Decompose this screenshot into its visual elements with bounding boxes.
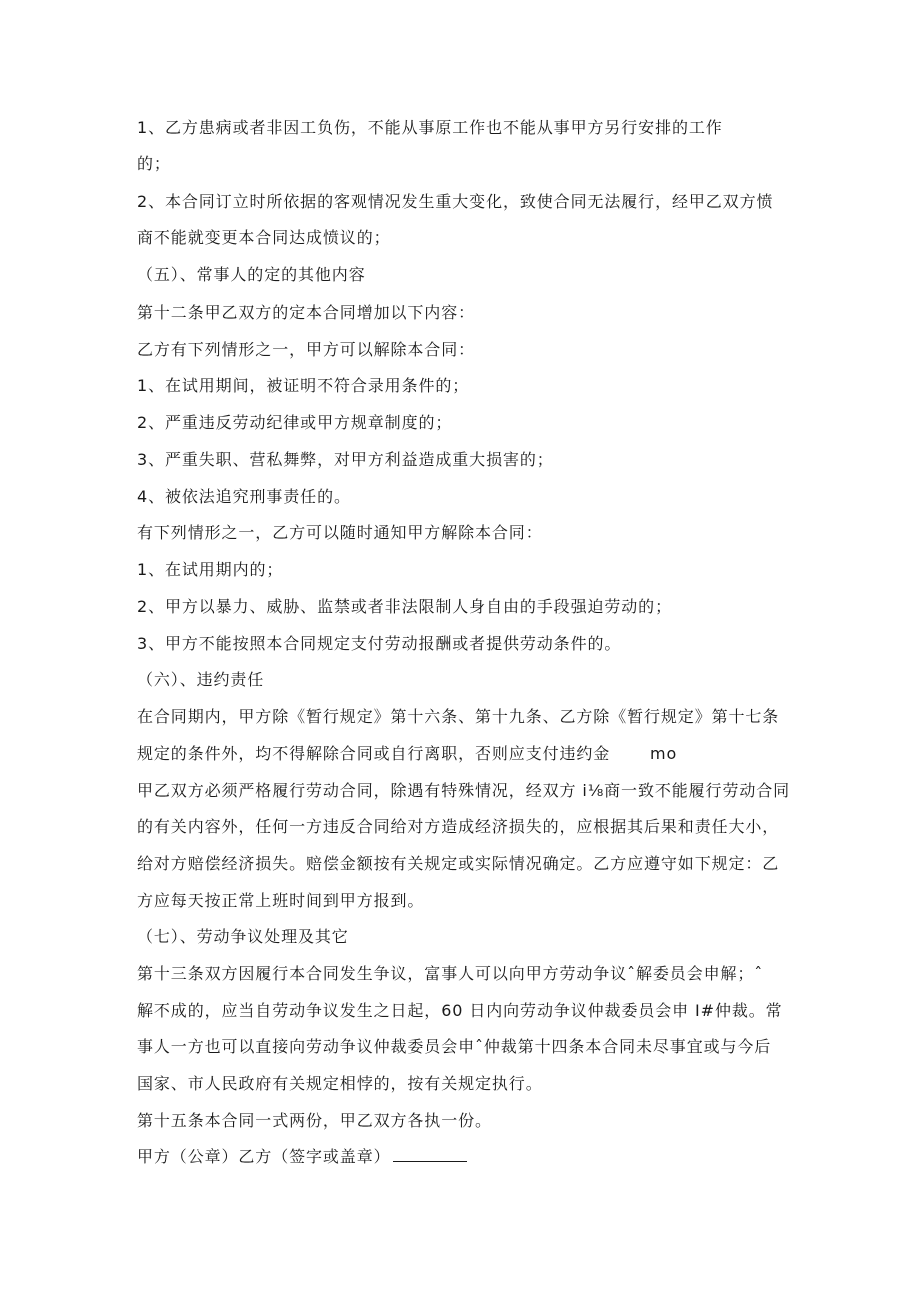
text-line: 甲乙双方必须严格履行劳动合同，除遇有特殊情况，经双方 i⅛商一致不能履行劳动合同 <box>137 781 791 800</box>
text-line: 事人一方也可以直接向劳动争议仲裁委员会申ˆ仲裁第十四条本合同未尽事宜或与今后 <box>137 1037 772 1056</box>
text-line: 解不成的，应当自劳动争议发生之日起，60 日内向劳动争议仲裁委员会申 I#仲裁。常 <box>137 1001 783 1020</box>
list-item: 3、严重失职、营私舞弊，对甲方利益造成重大损害的； <box>137 450 554 469</box>
text-line: 给对方赔偿经济损失。赔偿金额按有关规定或实际情况确定。乙方应遵守如下规定：乙 <box>137 854 780 873</box>
list-item: 2、甲方以暴力、威胁、监禁或者非法限制人身自由的手段强迫劳动的； <box>137 597 672 616</box>
text-line: 在合同期内，甲方除《暂行规定》第十六条、第十九条、乙方除《暂行规定》第十七条 <box>137 707 780 726</box>
signature-blank <box>393 1147 467 1162</box>
text-line: 1、乙方患病或者非因工负伤，不能从事原工作也不能从事甲方另行安排的工作 <box>137 118 723 137</box>
list-item: 3、甲方不能按照本合同规定支付劳动报酬或者提供劳动条件的。 <box>137 634 622 653</box>
list-item: 4、被依法追究刑事责任的。 <box>137 487 351 506</box>
signature-line <box>137 1147 467 1167</box>
section-heading: （六）、违约责任 <box>137 670 265 689</box>
text-line: 规定的条件外，均不得解除合同或自行离职，否则应支付违约金 mo <box>137 744 678 763</box>
text-line: 2、本合同订立时所依据的客观情况发生重大变化，致使合同无法履行，经甲乙双方愤 <box>137 192 774 211</box>
text-line: 第十三条双方因履行本合同发生争议，富事人可以向甲方劳动争议ˆ解委员会申解；ˆ <box>137 964 764 983</box>
text-line: 国家、市人民政府有关规定相悖的，按有关规定执行。 <box>137 1074 543 1093</box>
list-item: 1、在试用期间，被证明不符合录用条件的； <box>137 376 470 395</box>
text-line: 第十五条本合同一式两份，甲乙双方各执一份。 <box>137 1111 492 1130</box>
section-heading: （七）、劳动争议处理及其它 <box>137 927 349 946</box>
signature-label: 甲方（公章）乙方（签字或盖章） <box>137 1147 391 1166</box>
text-line: 方应每天按正常上班时间到甲方报到。 <box>137 891 425 910</box>
text-line: 的； <box>137 154 171 173</box>
text-line: 第十二条甲乙双方的定本合同增加以下内容： <box>137 303 476 322</box>
text-line: 的有关内容外，任何一方违反合同给对方造成经济损失的，应根据其后果和责任大小， <box>137 817 780 836</box>
list-item: 2、严重违反劳动纪律或甲方规章制度的； <box>137 413 453 432</box>
text-line: 有下列情形之一，乙方可以随时通知甲方解除本合同： <box>137 523 543 542</box>
section-heading: （五）、常事人的定的其他内容 <box>137 265 366 284</box>
text-line: 商不能就变更本合同达成愤议的； <box>137 228 391 247</box>
text-line: 乙方有下列情形之一，甲方可以解除本合同： <box>137 340 476 359</box>
list-item: 1、在试用期内的； <box>137 560 284 579</box>
